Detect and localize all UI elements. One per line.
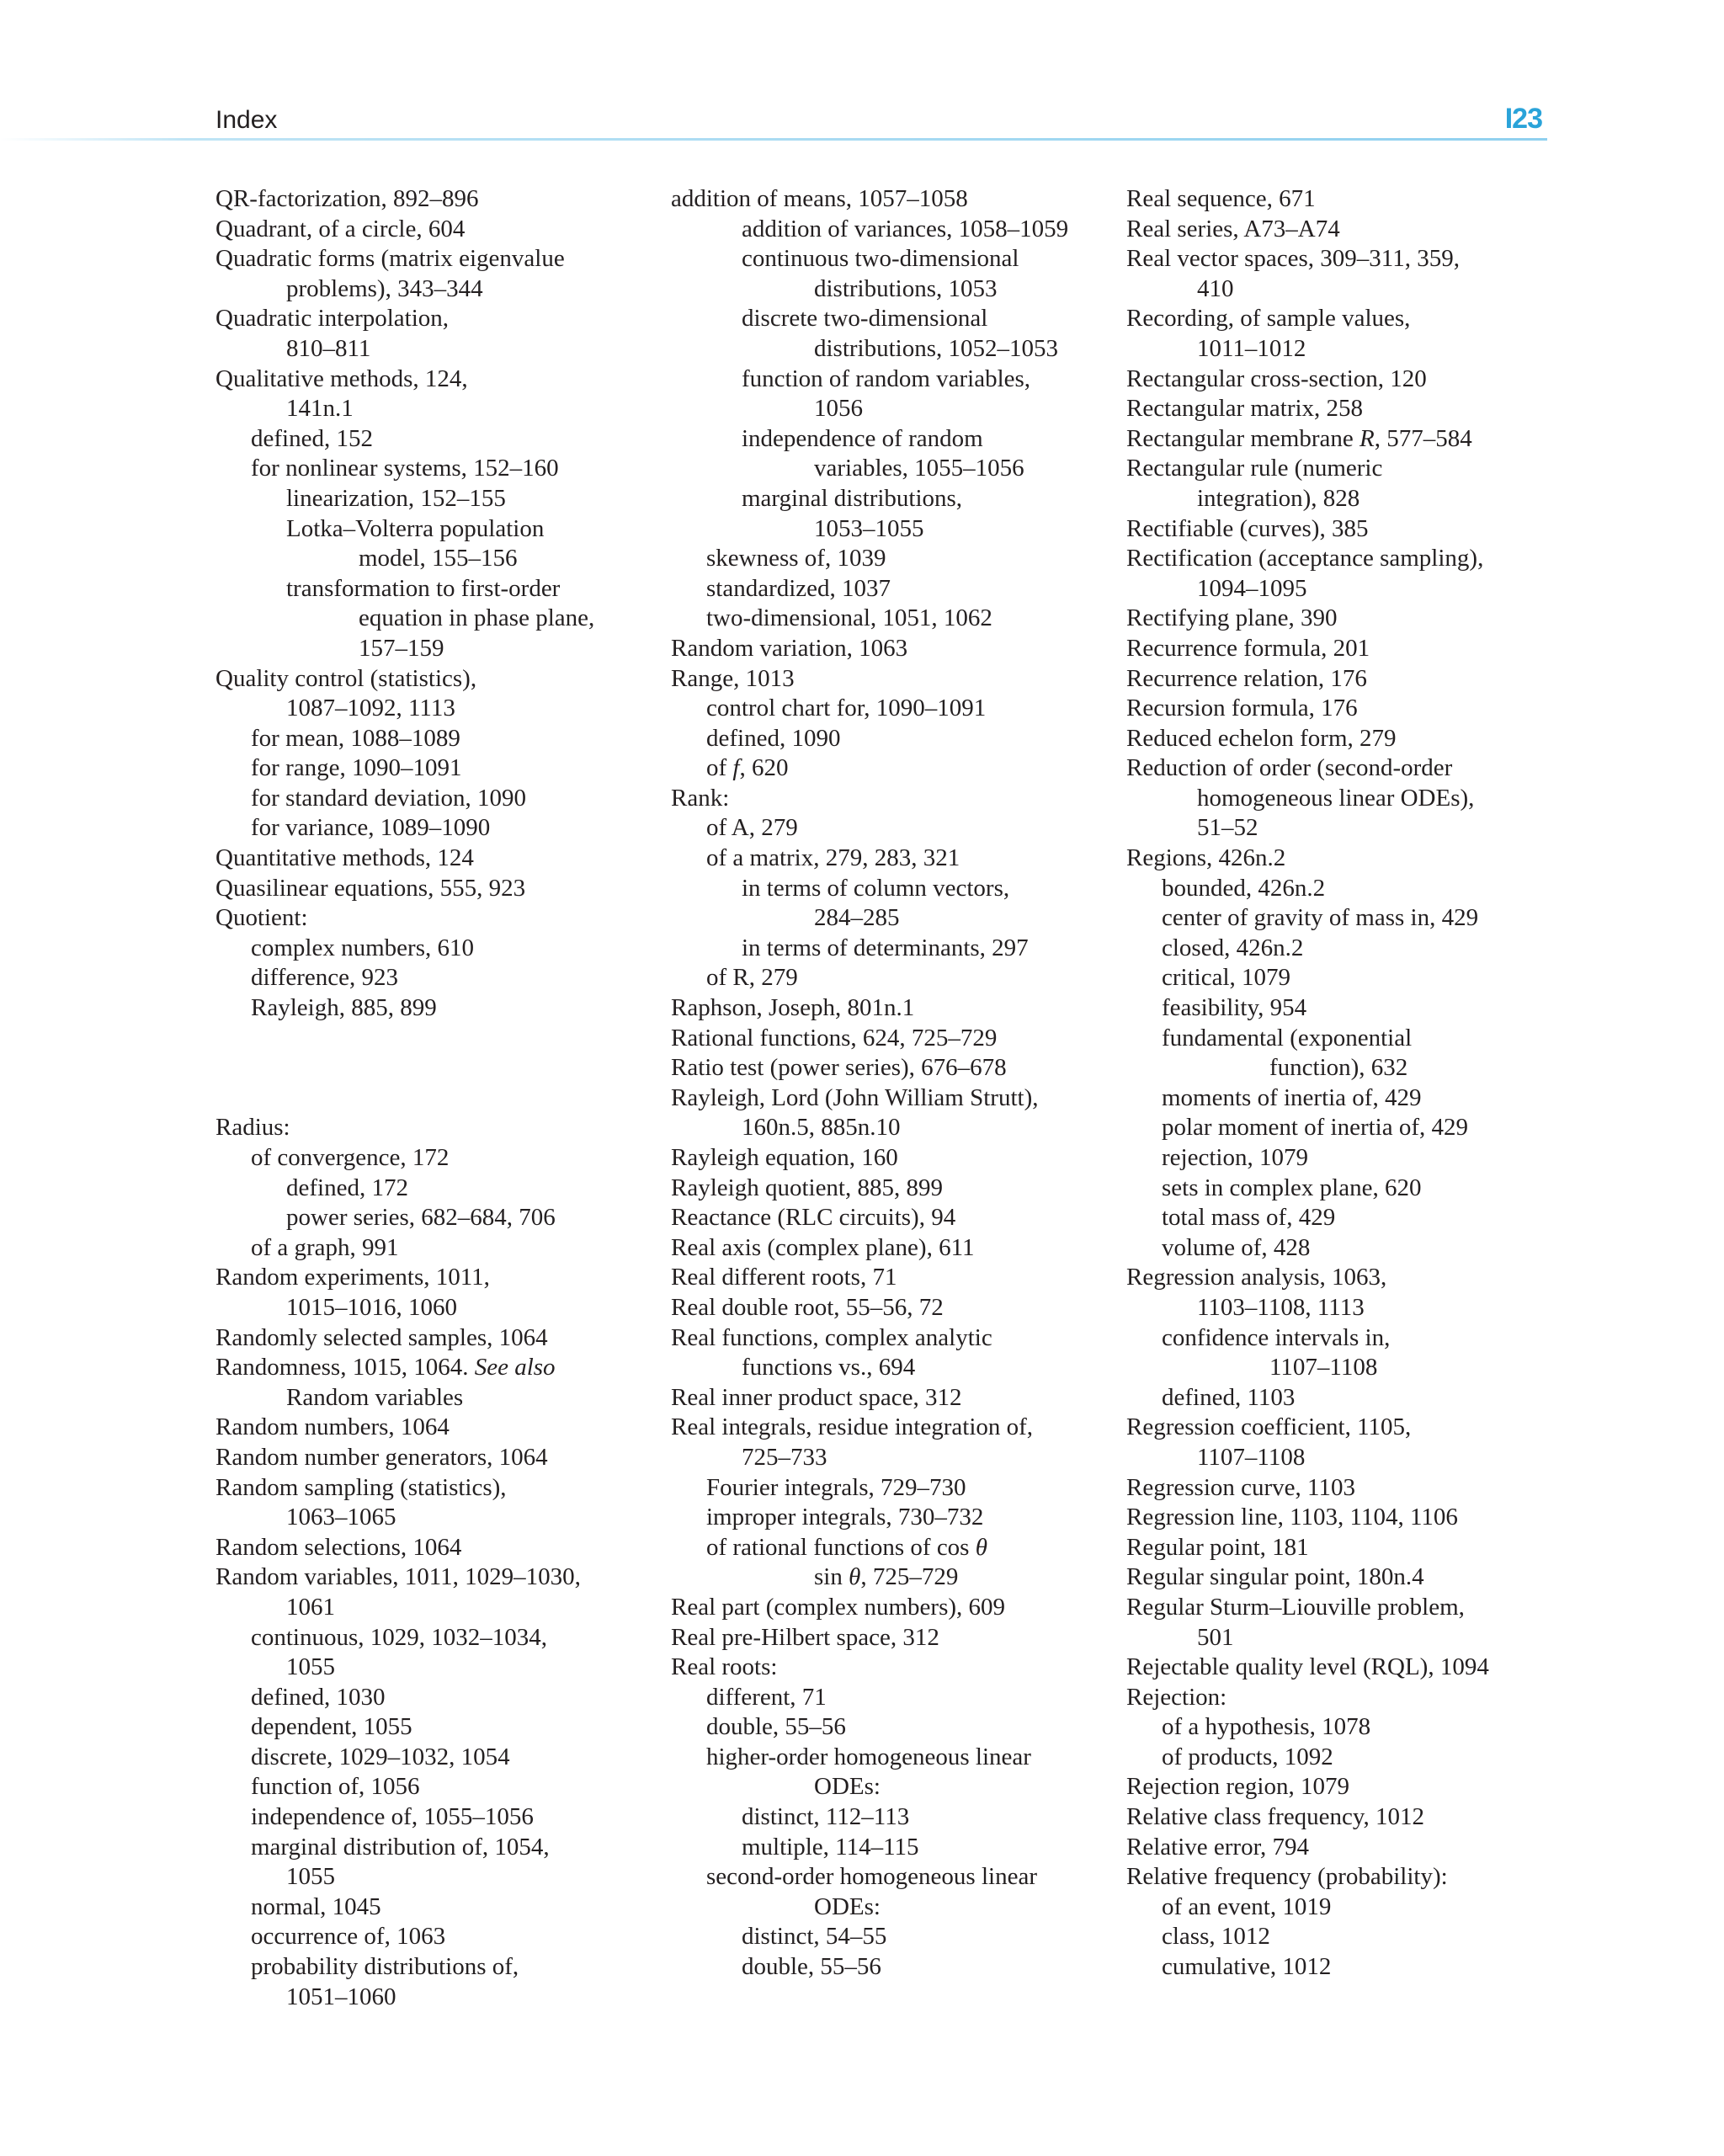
index-subentry: of convergence, 172 <box>251 1144 450 1171</box>
index-entry-continuation: 1063–1065 <box>286 1504 396 1531</box>
index-entry-continuation: 1015–1016, 1060 <box>286 1293 457 1321</box>
index-entry-continuation: functions vs., 694 <box>742 1354 916 1381</box>
letter-group-gap <box>216 1024 636 1083</box>
index-entry-continuation: 1087–1092, 1113 <box>286 695 455 722</box>
index-subentry: defined, 152 <box>251 424 373 452</box>
index-entry: Regular Sturm–Liouville problem, <box>1126 1593 1465 1621</box>
index-entry: Raphson, Joseph, 801n.1 <box>671 994 915 1022</box>
index-entry-text: , 620 <box>739 754 789 782</box>
index-entry: Randomly selected samples, 1064 <box>216 1323 548 1351</box>
index-subentry: feasibility, 954 <box>1162 994 1307 1022</box>
index-subsubentry: marginal distributions, <box>742 484 963 512</box>
index-subentry: double, 55–56 <box>706 1713 846 1741</box>
math-symbol: f <box>732 754 740 782</box>
index-subentry: moments of inertia of, 429 <box>1162 1083 1422 1111</box>
index-subentry: for mean, 1088–1089 <box>251 724 460 752</box>
index-entry: Regression analysis, 1063, <box>1126 1264 1387 1291</box>
index-subentry: dependent, 1055 <box>251 1713 412 1741</box>
index-entry-continuation: 1056 <box>814 395 863 423</box>
index-subsubentry: double, 55–56 <box>742 1953 881 1981</box>
index-entry: Quadratic forms (matrix eigenvalue <box>216 245 565 273</box>
index-column-1 <box>216 184 636 2012</box>
index-entry: Real integrals, residue integration of, <box>671 1413 1034 1441</box>
index-entry: Radius: <box>216 1114 290 1142</box>
index-subentry: Fourier integrals, 729–730 <box>706 1473 966 1501</box>
index-subentry: total mass of, 429 <box>1162 1204 1336 1232</box>
index-subentry: of a hypothesis, 1078 <box>1162 1713 1371 1741</box>
index-subentry: standardized, 1037 <box>706 574 891 602</box>
index-entry-continuation: 1107–1108 <box>1197 1443 1306 1471</box>
index-entry-text: sin <box>814 1563 849 1591</box>
index-subentry: for nonlinear systems, 152–160 <box>251 455 559 482</box>
index-entry: Rejection region, 1079 <box>1126 1773 1349 1801</box>
index-subentry: Rayleigh, 885, 899 <box>251 994 437 1022</box>
index-subentry: volume of, 428 <box>1162 1233 1311 1261</box>
index-entry-continuation: 1011–1012 <box>1197 334 1306 362</box>
index-entry-text: of rational functions of cos <box>706 1533 976 1561</box>
index-subentry: critical, 1079 <box>1162 964 1291 992</box>
index-entry: Quantitative methods, 124 <box>216 844 474 872</box>
index-entry-continuation: distributions, 1052–1053 <box>814 334 1059 362</box>
math-symbol: R <box>1360 424 1375 452</box>
index-subentry: polar moment of inertia of, 429 <box>1162 1114 1469 1142</box>
index-entry: Random experiments, 1011, <box>216 1264 490 1291</box>
index-entry-continuation: ODEs: <box>814 1773 881 1801</box>
index-entry: Reactance (RLC circuits), 94 <box>671 1204 956 1232</box>
index-entry: QR-factorization, 892–896 <box>216 185 479 212</box>
index-subsubentry: multiple, 114–115 <box>742 1833 919 1861</box>
index-subsubentry: independence of random <box>742 424 983 452</box>
index-entry: Regression coefficient, 1105, <box>1126 1413 1412 1441</box>
index-entry: Recording, of sample values, <box>1126 305 1411 333</box>
index-entry-continuation: 141n.1 <box>286 395 354 423</box>
index-subsubentry: power series, 682–684, 706 <box>286 1204 556 1232</box>
index-subsubentry: discrete two-dimensional <box>742 305 988 333</box>
index-entry-continuation: distributions, 1053 <box>814 274 998 302</box>
index-subsubentry: Lotka–Volterra population <box>286 514 545 542</box>
index-entry-continuation: 1051–1060 <box>286 1983 396 2010</box>
index-entry: Regular point, 181 <box>1126 1533 1309 1561</box>
index-entry: Recurrence formula, 201 <box>1126 634 1370 662</box>
index-entry <box>216 1353 636 1383</box>
index-entry: Real inner product space, 312 <box>671 1383 962 1411</box>
index-entry: Rational functions, 624, 725–729 <box>671 1024 998 1051</box>
index-entry: Relative class frequency, 1012 <box>1126 1803 1425 1831</box>
index-entry: Quotient: <box>216 904 308 932</box>
index-subentry: for standard deviation, 1090 <box>251 784 526 812</box>
index-entry-continuation: 1053–1055 <box>814 514 924 542</box>
index-entry-continuation: 160n.5, 885n.10 <box>742 1114 901 1142</box>
math-symbol: θ <box>849 1563 861 1591</box>
index-subsubentry: function of random variables, <box>742 365 1031 392</box>
index-subentry: different, 71 <box>706 1683 827 1711</box>
index-entry: Rectangular matrix, 258 <box>1126 395 1364 423</box>
index-subentry: for range, 1090–1091 <box>251 754 462 782</box>
index-entry: Rejectable quality level (RQL), 1094 <box>1126 1653 1489 1681</box>
index-entry-continuation: 410 <box>1197 274 1234 302</box>
index-entry: Real vector spaces, 309–311, 359, <box>1126 245 1460 273</box>
index-subentry: rejection, 1079 <box>1162 1144 1308 1171</box>
index-subentry: defined, 1030 <box>251 1683 386 1711</box>
index-subentry: two-dimensional, 1051, 1062 <box>706 604 992 632</box>
index-subsubentry: defined, 172 <box>286 1174 408 1201</box>
index-subsubentry: distinct, 54–55 <box>742 1923 887 1951</box>
index-subentry: higher-order homogeneous linear <box>706 1743 1031 1770</box>
index-entry-continuation: homogeneous linear ODEs), <box>1197 784 1475 812</box>
index-subentry: of a matrix, 279, 283, 321 <box>706 844 960 872</box>
index-subentry: function of, 1056 <box>251 1773 420 1801</box>
index-subentry: second-order homogeneous linear <box>706 1863 1037 1891</box>
index-subentry: control chart for, 1090–1091 <box>706 695 987 722</box>
index-entry: Regression line, 1103, 1104, 1106 <box>1126 1504 1458 1531</box>
index-subentry: occurrence of, 1063 <box>251 1923 446 1951</box>
index-entry-continuation: 1061 <box>286 1593 335 1621</box>
index-entry-continuation: function), 632 <box>1269 1054 1408 1082</box>
index-entry: Rectification (acceptance sampling), <box>1126 545 1484 572</box>
index-subentry <box>671 753 1092 784</box>
index-entry-continuation: equation in phase plane, <box>359 604 595 632</box>
index-subentry: continuous, 1029, 1032–1034, <box>251 1623 548 1651</box>
index-entry: Real roots: <box>671 1653 778 1681</box>
index-entry: Rayleigh equation, 160 <box>671 1144 898 1171</box>
index-subentry: sets in complex plane, 620 <box>1162 1174 1422 1201</box>
index-entry: Regression curve, 1103 <box>1126 1473 1355 1501</box>
index-entry-continuation: Random variables <box>286 1383 464 1411</box>
index-subsubentry: in terms of determinants, 297 <box>742 934 1029 961</box>
index-entry: Real part (complex numbers), 609 <box>671 1593 1006 1621</box>
index-entry: Random numbers, 1064 <box>216 1413 450 1441</box>
index-entry: Random sampling (statistics), <box>216 1473 507 1501</box>
index-entry: Real sequence, 671 <box>1126 185 1316 212</box>
index-entry: Quasilinear equations, 555, 923 <box>216 874 526 902</box>
index-subentry: bounded, 426n.2 <box>1162 874 1326 902</box>
index-subentry: of products, 1092 <box>1162 1743 1333 1770</box>
index-entry: Rayleigh quotient, 885, 899 <box>671 1174 943 1201</box>
index-entry-continuation: 1107–1108 <box>1269 1354 1378 1381</box>
index-entry: Real double root, 55–56, 72 <box>671 1293 944 1321</box>
header-rule <box>0 138 1547 141</box>
index-entry: Rank: <box>671 784 730 812</box>
index-entry: Recursion formula, 176 <box>1126 695 1358 722</box>
index-entry-text: Rectangular membrane <box>1126 424 1360 452</box>
index-subsubentry: addition of variances, 1058–1059 <box>742 215 1069 242</box>
index-subentry: closed, 426n.2 <box>1162 934 1304 961</box>
index-entry-continuation <box>671 1562 1092 1593</box>
index-entry: Real series, A73–A74 <box>1126 215 1340 242</box>
index-subentry: marginal distribution of, 1054, <box>251 1833 550 1861</box>
index-entry: Quadratic interpolation, <box>216 305 450 333</box>
index-entry: Random selections, 1064 <box>216 1533 462 1561</box>
index-subentry: of an event, 1019 <box>1162 1892 1332 1920</box>
index-subentry: fundamental (exponential <box>1162 1024 1413 1051</box>
index-entry: Relative error, 794 <box>1126 1833 1310 1861</box>
index-entry: Quadrant, of a circle, 604 <box>216 215 466 242</box>
index-entry: Real different roots, 71 <box>671 1264 897 1291</box>
index-entry-continuation: integration), 828 <box>1197 484 1360 512</box>
index-entry: Quality control (statistics), <box>216 664 477 692</box>
index-entry-continuation: model, 155–156 <box>359 545 518 572</box>
index-subentry: center of gravity of mass in, 429 <box>1162 904 1479 932</box>
index-column-2 <box>671 184 1092 1983</box>
index-entry: Rectangular rule (numeric <box>1126 455 1383 482</box>
index-subentry: difference, 923 <box>251 964 398 992</box>
index-entry: Qualitative methods, 124, <box>216 365 468 392</box>
index-subentry: of R, 279 <box>706 964 798 992</box>
index-entry: Real axis (complex plane), 611 <box>671 1233 975 1261</box>
index-entry-continuation: 725–733 <box>742 1443 827 1471</box>
math-symbol: θ <box>975 1533 987 1561</box>
index-subentry <box>671 1533 1092 1563</box>
index-entry: addition of means, 1057–1058 <box>671 185 968 212</box>
index-entry-continuation: 284–285 <box>814 904 900 932</box>
index-entry-continuation: 501 <box>1197 1623 1234 1651</box>
index-entry: Reduction of order (second-order <box>1126 754 1453 782</box>
index-entry: Random number generators, 1064 <box>216 1443 548 1471</box>
index-entry: Recurrence relation, 176 <box>1126 664 1367 692</box>
index-entry-text: of <box>706 754 733 782</box>
index-entry: Rejection: <box>1126 1683 1227 1711</box>
index-subentry: independence of, 1055–1056 <box>251 1803 534 1831</box>
index-subentry: discrete, 1029–1032, 1054 <box>251 1743 510 1770</box>
index-entry: Random variation, 1063 <box>671 634 908 662</box>
index-subentry: improper integrals, 730–732 <box>706 1504 984 1531</box>
index-entry-continuation: 1103–1108, 1113 <box>1197 1293 1365 1321</box>
index-subsubentry: continuous two-dimensional <box>742 245 1019 273</box>
index-subentry: confidence intervals in, <box>1162 1323 1391 1351</box>
index-entry: Random variables, 1011, 1029–1030, <box>216 1563 581 1591</box>
running-header-title: Index <box>216 106 278 134</box>
index-subentry: of A, 279 <box>706 814 798 842</box>
index-subentry: defined, 1090 <box>706 724 841 752</box>
index-entry: Rectifiable (curves), 385 <box>1126 514 1369 542</box>
index-entry <box>1126 424 1564 455</box>
index-entry: Reduced echelon form, 279 <box>1126 724 1397 752</box>
index-subentry: complex numbers, 610 <box>251 934 474 961</box>
index-entry: Rayleigh, Lord (John William Strutt), <box>671 1083 1039 1111</box>
index-entry-continuation: 810–811 <box>286 334 371 362</box>
index-subsubentry: in terms of column vectors, <box>742 874 1010 902</box>
index-entry-continuation: 157–159 <box>359 634 444 662</box>
index-entry-continuation: problems), 343–344 <box>286 274 483 302</box>
index-entry: Rectangular cross-section, 120 <box>1126 365 1427 392</box>
index-entry: Regions, 426n.2 <box>1126 844 1286 872</box>
index-entry: Real functions, complex analytic <box>671 1323 992 1351</box>
index-column-3 <box>1126 184 1564 1983</box>
index-entry-continuation: 1055 <box>286 1863 335 1891</box>
index-subentry: class, 1012 <box>1162 1923 1270 1951</box>
index-subentry: probability distributions of, <box>251 1953 519 1981</box>
index-entry-continuation: 51–52 <box>1197 814 1258 842</box>
index-subentry: normal, 1045 <box>251 1892 381 1920</box>
index-entry-text: , 577–584 <box>1374 424 1472 452</box>
index-entry-text: , 725–729 <box>860 1563 959 1591</box>
index-subentry: skewness of, 1039 <box>706 545 886 572</box>
index-subentry: defined, 1103 <box>1162 1383 1296 1411</box>
see-also-reference: See also <box>474 1354 556 1381</box>
index-entry: Relative frequency (probability): <box>1126 1863 1448 1891</box>
page-number: I23 <box>1504 103 1542 135</box>
index-entry: Rectifying plane, 390 <box>1126 604 1338 632</box>
index-subsubentry: transformation to first-order <box>286 574 561 602</box>
index-subentry: for variance, 1089–1090 <box>251 814 491 842</box>
index-entry: Real pre-Hilbert space, 312 <box>671 1623 939 1651</box>
index-entry: Range, 1013 <box>671 664 795 692</box>
index-subentry: of a graph, 991 <box>251 1233 399 1261</box>
index-subsubentry: linearization, 152–155 <box>286 484 506 512</box>
index-entry-continuation: variables, 1055–1056 <box>814 455 1024 482</box>
index-subsubentry: distinct, 112–113 <box>742 1803 910 1831</box>
index-entry: Regular singular point, 180n.4 <box>1126 1563 1424 1591</box>
index-entry-continuation: 1094–1095 <box>1197 574 1307 602</box>
index-entry-continuation: 1055 <box>286 1653 335 1681</box>
index-subentry: cumulative, 1012 <box>1162 1953 1332 1981</box>
index-entry: Ratio test (power series), 676–678 <box>671 1054 1007 1082</box>
index-entry-continuation: ODEs: <box>814 1892 881 1920</box>
index-entry-text: Randomness, 1015, 1064. <box>216 1354 469 1381</box>
letter-group-gap <box>216 1083 636 1114</box>
